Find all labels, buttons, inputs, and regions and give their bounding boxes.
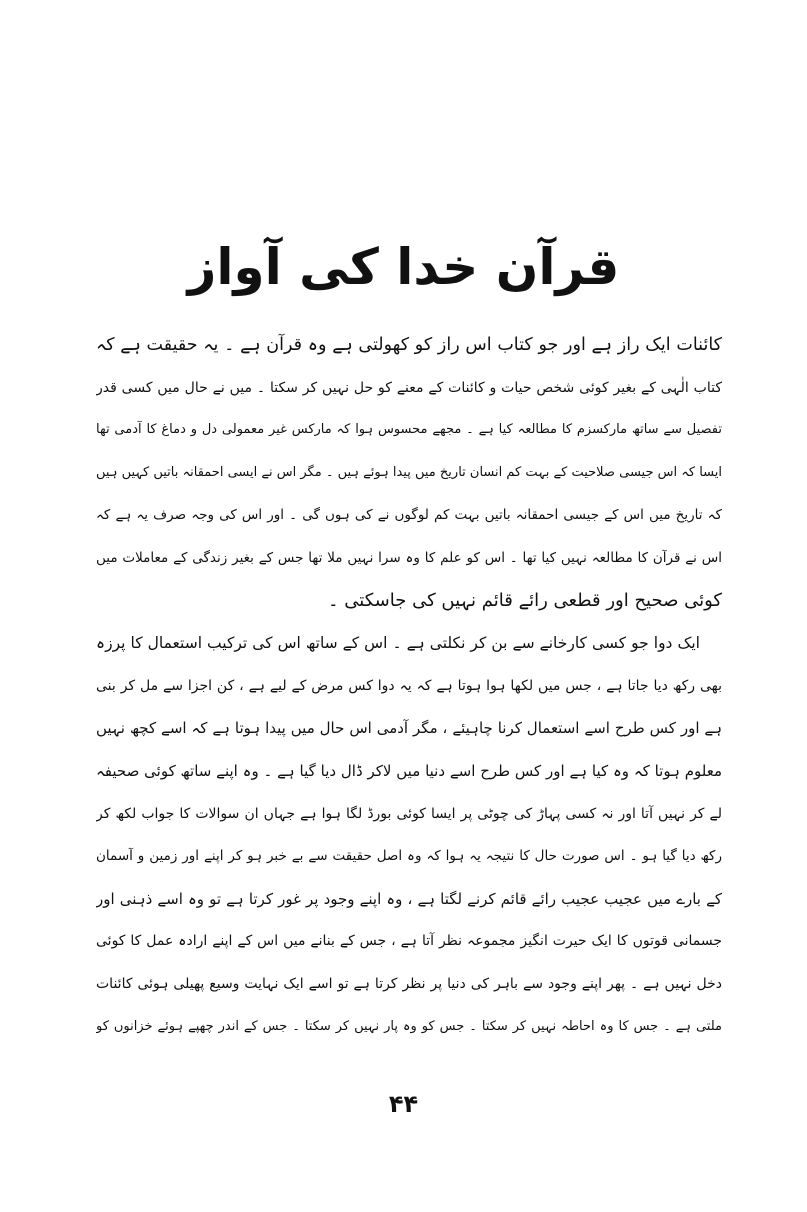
text-line: بھی رکھ دیا جاتا ہے ، جس میں لکھا ہوا ہوتا ہے کہ یہ دوا کس مرض کے لیے ہے ، کن اجزا سے مل کر بنی	[96, 677, 722, 694]
body-text	[96, 324, 722, 1048]
text-line: رکھ دیا گیا ہو ۔ اس صورت حال کا نتیجہ یہ ہوا کہ وہ اصل حقیقت سے بے خبر ہو کر اپنے اور زمین و آسمان	[96, 848, 722, 865]
text-line: معلوم ہوتا کہ وہ کیا ہے اور کس طرح اسے دنیا میں لاکر ڈال دیا گیا ہے ۔ وہ اپنے ساتھ کوئی صحیفہ	[96, 761, 722, 780]
text-line: اس نے قرآن کا مطالعہ نہیں کیا تھا ۔ اس کو علم کا وہ سرا نہیں ملا تھا جس کے بغیر زندگی کے معاملات میں	[96, 549, 722, 566]
text-line: کہ تاریخ میں اس کے جیسی احمقانہ باتیں بہت کم لوگوں نے کی ہوں گی ۔ اور اس کی وجہ صرف یہ ہے کہ	[96, 507, 722, 524]
text-line: کے بارے میں عجیب عجیب رائے قائم کرنے لگتا ہے ، وہ اپنے وجود پر غور کرتا ہے تو وہ اسے ذہنی اور	[96, 889, 722, 908]
text-line: ایک دوا جو کسی کارخانے سے بن کر نکلتی ہے ۔ اس کے ساتھ اس کی ترکیب استعمال کا پرزہ	[96, 634, 700, 653]
text-line: لے کر نہیں آتا اور نہ کسی پہاڑ کی چوٹی پر ایسا کوئی بورڈ لگا ہوا ہے جہاں ان سوالات کا جواب لکھ کر	[96, 805, 722, 822]
text-line: دخل نہیں ہے ۔ پھر اپنے وجود سے باہر کی دنیا پر نظر کرتا ہے تو اسے ایک نہایت وسیع پھیلی ہوئی کائنات	[96, 975, 722, 992]
text-line: ہے اور کس طرح اسے استعمال کرنا چاہیئے ، مگر آدمی اس حال میں پیدا ہوتا ہے کہ اسے کچھ نہیں	[96, 719, 722, 738]
text-line: کوئی صحیح اور قطعی رائے قائم نہیں کی جاسکتی ۔	[328, 589, 722, 611]
text-line: کتاب الٰہی کے بغیر کوئی شخص حیات و کائنات کے معنے کو حل نہیں کر سکتا ۔ میں نے حال میں کسی قدر	[96, 379, 722, 396]
text-line: جسمانی قوتوں کا ایک حیرت انگیز مجموعہ نظر آتا ہے ، جس کے بنانے میں اس کے اپنے ارادہ عمل کا کوئی	[96, 933, 722, 950]
text-line: ملتی ہے ۔ جس کا وہ احاطہ نہیں کر سکتا ۔ جس کو وہ پار نہیں کر سکتا ۔ جس کے اندر چھپے ہوئے خزانوں کو	[96, 1018, 722, 1034]
text-line: کائنات ایک راز ہے اور جو کتاب اس راز کو کھولتی ہے وہ قرآن ہے ۔ یہ حقیقت ہے کہ	[96, 335, 722, 355]
chapter-title: قرآن خدا کی آواز	[187, 238, 620, 296]
page-number: ۴۴	[388, 1090, 419, 1118]
text-line: ایسا کہ اس جیسی صلاحیت کے بہت کم انسان تاریخ میں پیدا ہوئے ہیں ۔ مگر اس نے ایسی احمقانہ باتیں کہیں ہیں	[96, 464, 722, 480]
text-line: تفصیل سے ساتھ مارکسزم کا مطالعہ کیا ہے ۔ مجھے محسوس ہوا کہ مارکس غیر معمولی دل و دماغ کا آدمی تھا	[96, 422, 722, 438]
